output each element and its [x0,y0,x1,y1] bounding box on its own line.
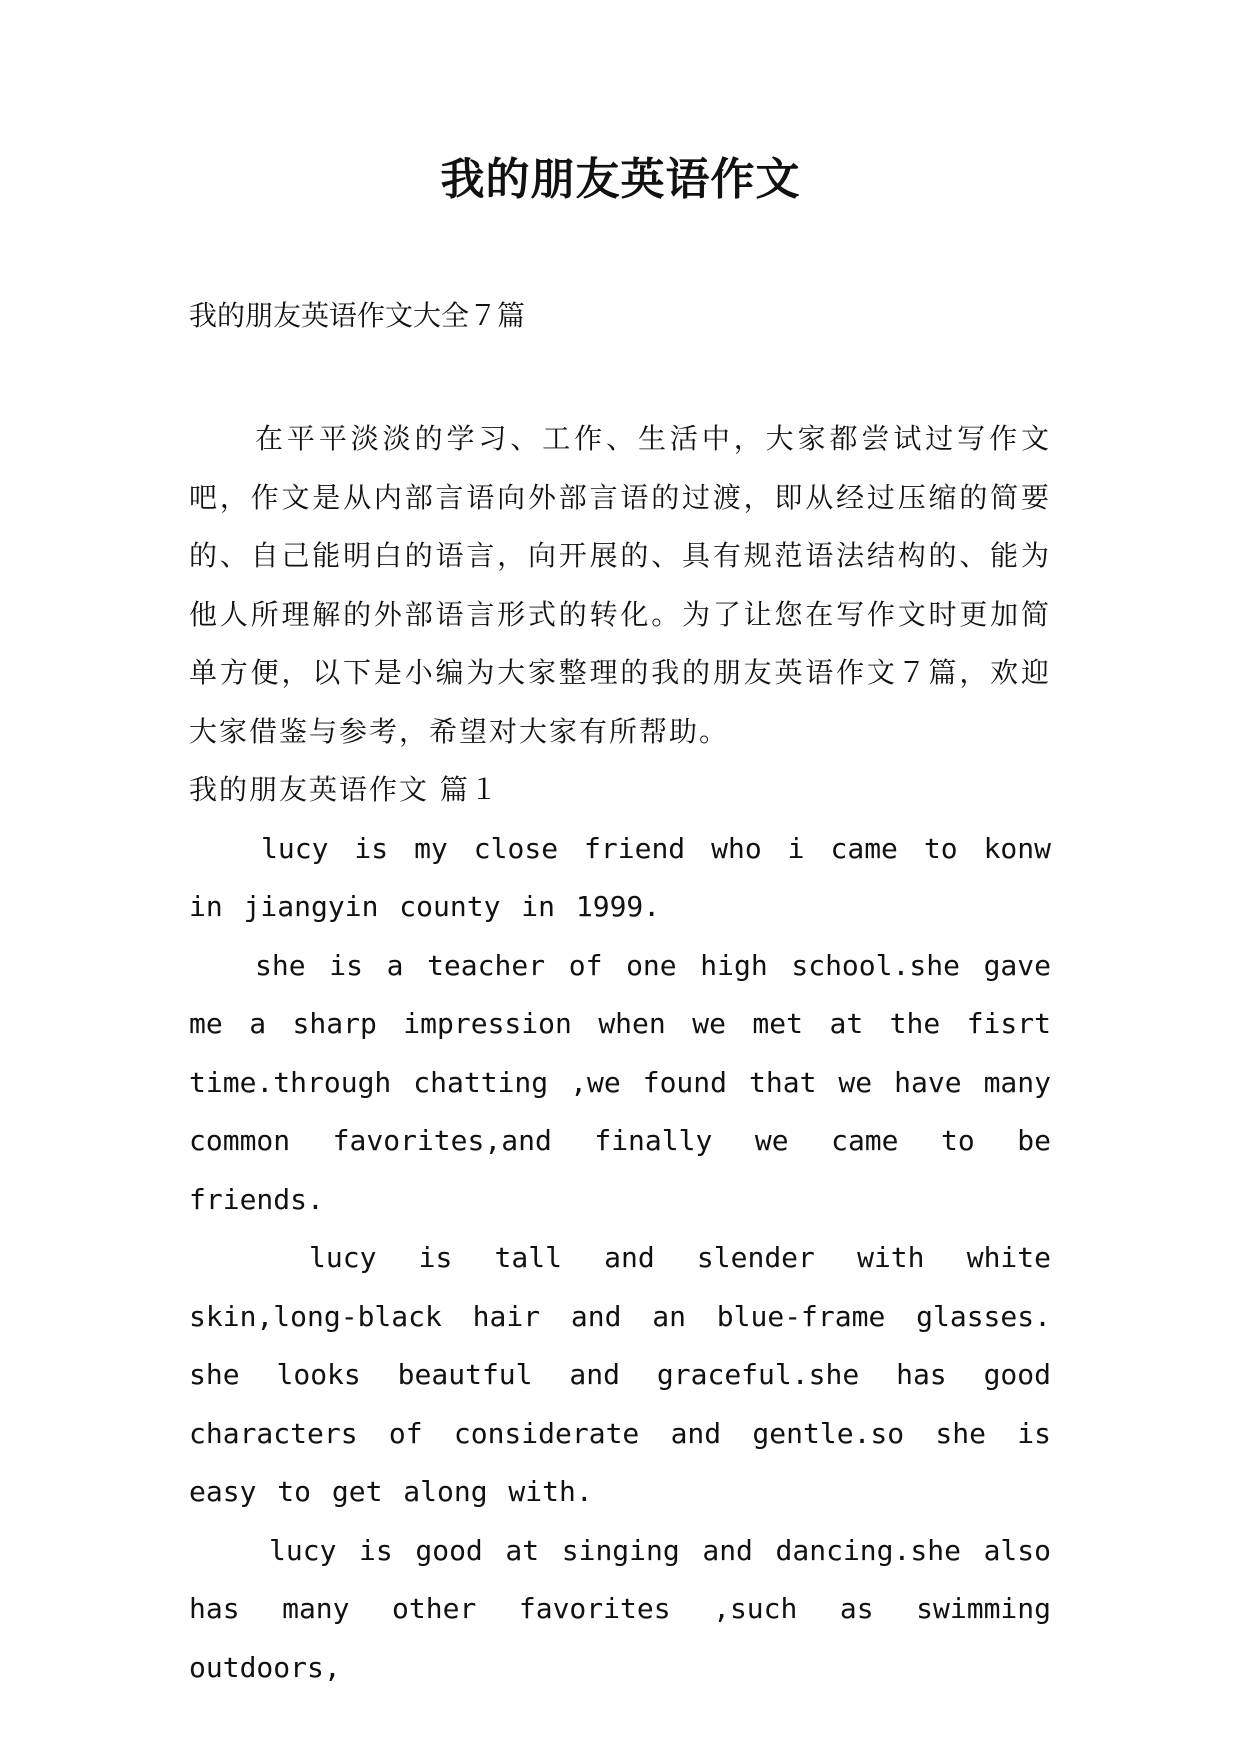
body-paragraph-2: she is a teacher of one high school.she gave me a sharp impression when we met at the fisrt time.through chatting ,we found that we have many common favorites,and finally we came to be friends. [189,948,1051,1216]
document-body [189,410,1051,1697]
body-paragraph-4: lucy is good at singing and dancing.she also has many other favorites ,such as swimming outdoors, [189,1533,1051,1684]
body-paragraph-3: lucy is tall and slender with white skin,long-black hair and an blue-frame glasses. she looks beautful and graceful.she has good characters of considerate and gentle.so she is easy to get along with. [189,1241,1051,1508]
section-heading: 我的朋友英语作文 篇１ [189,773,500,806]
intro-paragraph: 在平平淡淡的学习、工作、生活中，大家都尝试过写作文吧，作文是从内部言语向外部言语的过渡，即从经过压缩的简要的、自己能明白的语言，向开展的、具有规范语法结构的、能为他人所理解的外部语言形式的转化。为了让您在写作文时更加简单方便，以下是小编为大家整理的我的朋友英语作文７篇，欢迎大家借鉴与参考，希望对大家有所帮助。 [189,422,1051,748]
document-subtitle: 我的朋友英语作文大全７篇 [189,299,526,332]
document-title: 我的朋友英语作文 [440,154,801,205]
body-paragraph-1: lucy is my close friend who i came to konw in jiangyin county in 1999. [189,831,1051,923]
